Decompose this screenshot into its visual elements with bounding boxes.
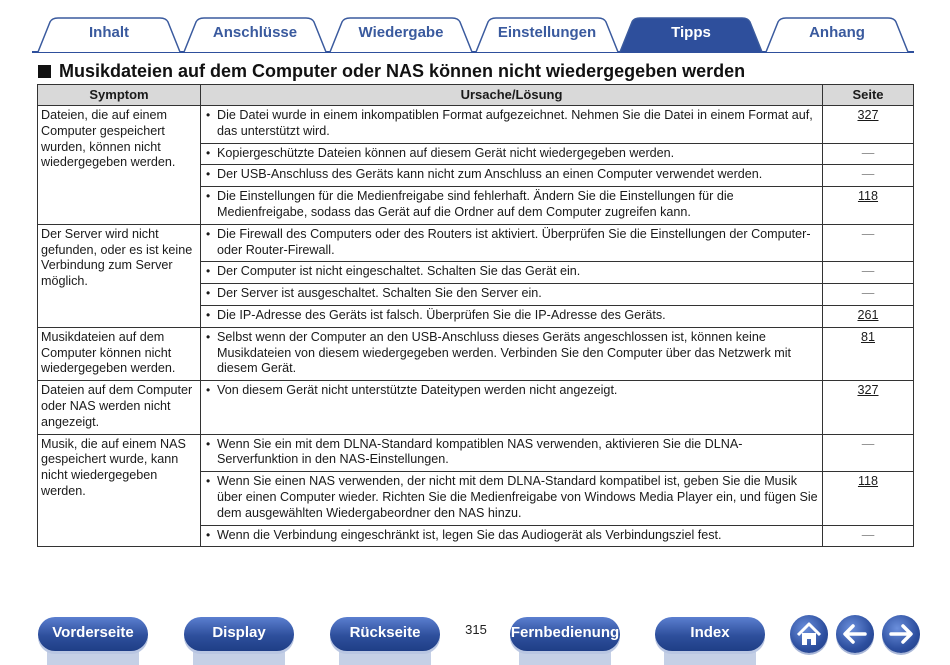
symptom-cell: Dateien, die auf einem Computer gespeichert wurden, können nicht wiedergegeben werden.	[38, 106, 201, 225]
nav-button-index[interactable]	[655, 617, 765, 651]
page-heading	[38, 60, 745, 82]
page-dash: —	[861, 527, 875, 542]
nav-button-label: Fernbedienung	[510, 624, 620, 641]
symptom-cell: Dateien auf dem Computer oder NAS werden nicht angezeigt.	[38, 381, 201, 434]
cause-cell: • Die IP-Adresse des Geräts ist falsch. Überprüfen Sie die IP-Adresse des Geräts.	[201, 305, 823, 327]
page-cell	[823, 327, 914, 380]
page-cell	[823, 165, 914, 187]
header-page: Seite	[823, 85, 914, 106]
cause-cell: • Wenn die Verbindung eingeschränkt ist, legen Sie das Audiogerät als Verbindungsziel fest.	[201, 525, 823, 547]
cause-cell: • Kopiergeschützte Dateien können auf diesem Gerät nicht wiedergegeben werden.	[201, 143, 823, 165]
page-link[interactable]: 327	[857, 108, 879, 122]
home-button[interactable]	[790, 615, 828, 653]
arrow-right-icon	[882, 615, 920, 653]
troubleshooting-table	[37, 84, 914, 547]
nav-button-fernbedienung[interactable]	[510, 617, 620, 651]
page-link[interactable]: 118	[857, 474, 879, 489]
nav-button-r-ckseite[interactable]	[330, 617, 440, 651]
forward-button[interactable]	[882, 615, 920, 653]
nav-button-label: Index	[690, 624, 730, 641]
tab-wiedergabe[interactable]: Wiedergabe	[358, 24, 444, 41]
page-dash: —	[861, 286, 875, 301]
page-cell	[823, 525, 914, 547]
nav-button-label: Display	[212, 624, 266, 641]
cause-cell: • Von diesem Gerät nicht unterstützte Dateitypen werden nicht angezeigt.	[201, 381, 823, 434]
table-row	[38, 327, 914, 380]
cause-cell: • Selbst wenn der Computer an den USB-Anschluss dieses Geräts angeschlossen ist, können keine Musikdateien von diesem wiedergegeben werden. Verbinden Sie den Computer über das Netzwerk mit diesem Gerät.	[201, 327, 823, 380]
page-link[interactable]: 327	[857, 383, 879, 398]
nav-button-label: Vorderseite	[52, 624, 134, 641]
tab-tipps[interactable]: Tipps	[671, 24, 711, 41]
page-dash: —	[861, 436, 875, 451]
page-title: Musikdateien auf dem Computer oder NAS können nicht wiedergegeben werden	[59, 61, 746, 81]
page-cell	[823, 143, 914, 165]
page-link[interactable]: 81	[860, 329, 875, 344]
cause-cell: • Der USB-Anschluss des Geräts kann nicht zum Anschluss an einen Computer verwendet werden.	[201, 165, 823, 187]
tab-anschl-sse[interactable]: Anschlüsse	[212, 24, 298, 41]
page-cell	[823, 106, 914, 144]
back-button[interactable]	[836, 615, 874, 653]
nav-button-vorderseite[interactable]	[38, 617, 148, 651]
page-cell	[823, 381, 914, 434]
page-number: 315	[465, 622, 487, 637]
cause-cell: • Wenn Sie ein mit dem DLNA-Standard kompatiblen NAS verwenden, aktivieren Sie die DLNA-Serverfunktion in den NAS-Einstellungen.	[201, 434, 823, 472]
table-header-row	[38, 85, 914, 106]
nav-button-label: Rückseite	[349, 624, 421, 641]
page-cell	[823, 472, 914, 525]
page-dash: —	[861, 264, 875, 279]
symptom-cell: Der Server wird nicht gefunden, oder es ist keine Verbindung zum Server möglich.	[38, 224, 201, 327]
nav-button-display[interactable]	[184, 617, 294, 651]
tab-einstellungen[interactable]: Einstellungen	[497, 24, 597, 41]
cause-cell: • Der Computer ist nicht eingeschaltet. Schalten Sie das Gerät ein.	[201, 262, 823, 284]
header-cause: Ursache/Lösung	[201, 85, 823, 106]
page-link[interactable]: 118	[857, 189, 879, 204]
cause-cell: • Die Datei wurde in einem inkompatiblen Format aufgezeichnet. Nehmen Sie die Datei in einem Format auf, das unterstützt wird.	[201, 106, 823, 144]
page-dash: —	[861, 226, 875, 241]
home-icon	[790, 615, 828, 653]
cause-cell: • Wenn Sie einen NAS verwenden, der nicht mit dem DLNA-Standard kompatibel ist, geben Sie die Musik über einen Computer wieder. Richten Sie die Medienfreigabe von Windows Media Player ein, und fügen Sie dem ausgewählten Wiedergabeordner den NAS hinzu.	[201, 472, 823, 525]
page-dash: —	[861, 145, 875, 160]
tab-inhalt[interactable]: Inhalt	[89, 24, 129, 41]
tab-anhang[interactable]: Anhang	[809, 24, 865, 41]
page-cell	[823, 224, 914, 262]
arrow-left-icon	[836, 615, 874, 653]
page-dash: —	[861, 167, 875, 182]
symptom-cell: Musikdateien auf dem Computer können nicht wiedergegeben werden.	[38, 327, 201, 380]
table-row	[38, 224, 914, 262]
table-row	[38, 381, 914, 434]
page-cell	[823, 305, 914, 327]
header-symptom: Symptom	[38, 85, 201, 106]
page-cell	[823, 284, 914, 306]
page-cell	[823, 187, 914, 225]
symptom-cell: Musik, die auf einem NAS gespeichert wurde, kann nicht wiedergegeben werden.	[38, 434, 201, 547]
page-link[interactable]: 261	[857, 307, 879, 322]
page-cell	[823, 262, 914, 284]
page-cell	[823, 434, 914, 472]
heading-square-icon	[38, 65, 51, 78]
cause-cell: • Der Server ist ausgeschaltet. Schalten Sie den Server ein.	[201, 284, 823, 306]
cause-cell: • Die Einstellungen für die Medienfreigabe sind fehlerhaft. Ändern Sie die Einstellungen für die Medienfreigabe, sodass das Gerät auf die Ordner auf dem Computer zugreifen kann.	[201, 187, 823, 225]
cause-cell: • Die Firewall des Computers oder des Routers ist aktiviert. Überprüfen Sie die Einstellungen der Computer- oder Router-Firewall.	[201, 224, 823, 262]
table-row	[38, 106, 914, 144]
table-row	[38, 434, 914, 472]
